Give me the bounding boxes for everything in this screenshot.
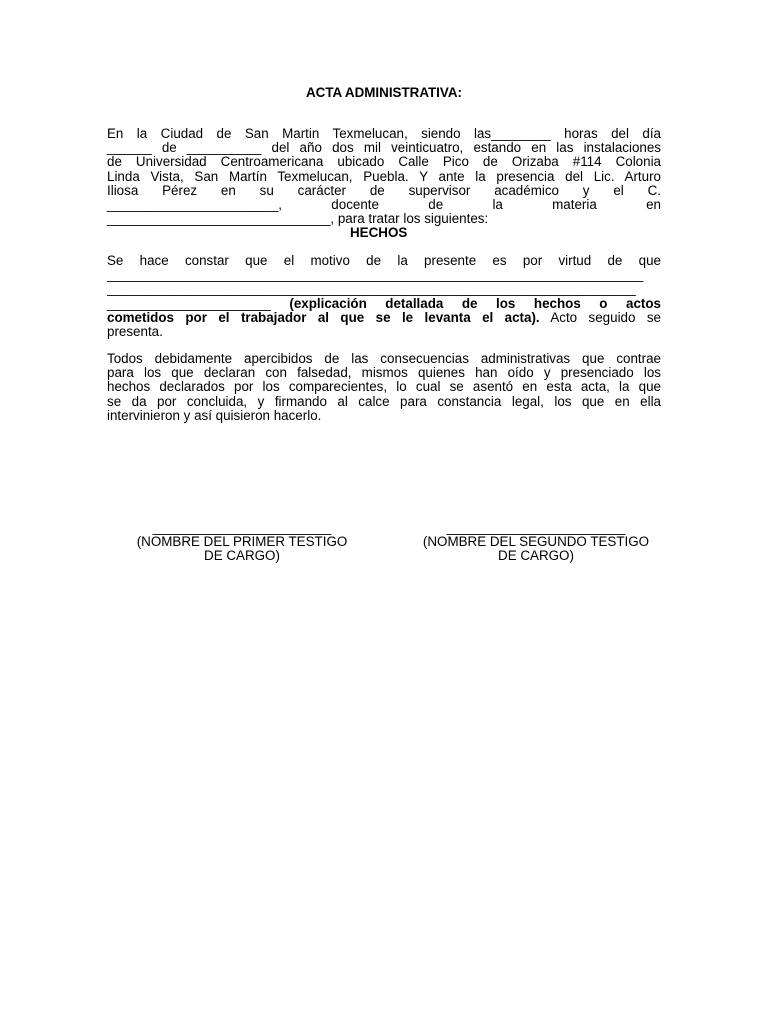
- hechos-paragraph: [107, 254, 661, 339]
- hechos-blank: ______________________: [107, 295, 271, 311]
- hechos-text: Acto seguido se: [539, 309, 661, 325]
- hechos-heading: HECHOS: [350, 225, 408, 240]
- intro-line: _______________________, docente de la materia en: [107, 197, 661, 213]
- signature-line: ________________________: [152, 520, 332, 535]
- closing-line: intervinieron y así quisieron hacerlo.: [107, 407, 322, 423]
- intro-line: de Universidad Centroamericana ubicado Calle Pico de Orizaba #114 Colonia: [107, 154, 661, 170]
- intro-line: ______________________________, para tratar los siguientes:: [107, 211, 489, 227]
- signature-label: (NOMBRE DEL PRIMER TESTIGO: [136, 534, 348, 550]
- hechos-explanation: (explicación detallada de los hechos o actos: [270, 295, 661, 311]
- closing-paragraph: [107, 352, 661, 423]
- closing-line: Todos debidamente apercibidos de las consecuencias administrativas que contrae: [107, 351, 661, 366]
- intro-line: Linda Vista, San Martín Texmelucan, Puebla. Y ante la presencia del Lic. Arturo: [107, 168, 661, 184]
- intro-paragraph: [107, 127, 661, 226]
- hechos-explanation-cont: cometidos por el trabajador al que se le levanta el acta).: [107, 309, 540, 325]
- document-title: ACTA ADMINISTRATIVA:: [306, 85, 462, 100]
- intro-line: En la Ciudad de San Martin Texmelucan, siendo las________ horas del día: [107, 126, 661, 141]
- signature-label: DE CARGO): [498, 548, 574, 564]
- closing-line: hechos declarados por los comparecientes, lo cual se asentó en esta acta, la que: [107, 379, 661, 395]
- signature-line: ________________________: [446, 520, 626, 535]
- signature-label: (NOMBRE DEL SEGUNDO TESTIGO: [422, 534, 650, 550]
- signature-second-witness: [400, 521, 672, 564]
- closing-line: para los que declaran con falsedad, mismos quienes han oído y presenciado los: [107, 365, 661, 381]
- signature-label: DE CARGO): [204, 548, 280, 564]
- intro-line: ______ de __________ del año dos mil veinticuatro, estando en las instalaciones: [107, 140, 661, 156]
- hechos-blank-line: ________________________________________________________________________: [107, 268, 644, 283]
- hechos-line: [107, 297, 661, 311]
- hechos-line: presenta.: [107, 324, 163, 340]
- signature-first-witness: [112, 521, 372, 564]
- closing-line: se da por concluida, y firmando al calce para constancia legal, los que en ella: [107, 393, 661, 409]
- hechos-line: [107, 311, 661, 325]
- intro-line: Iliosa Pérez en su carácter de supervisor académico y el C.: [107, 182, 661, 198]
- hechos-blank-line: _______________________________________________________________________: [107, 282, 636, 297]
- hechos-line: Se hace constar que el motivo de la presente es por virtud de que: [107, 253, 661, 268]
